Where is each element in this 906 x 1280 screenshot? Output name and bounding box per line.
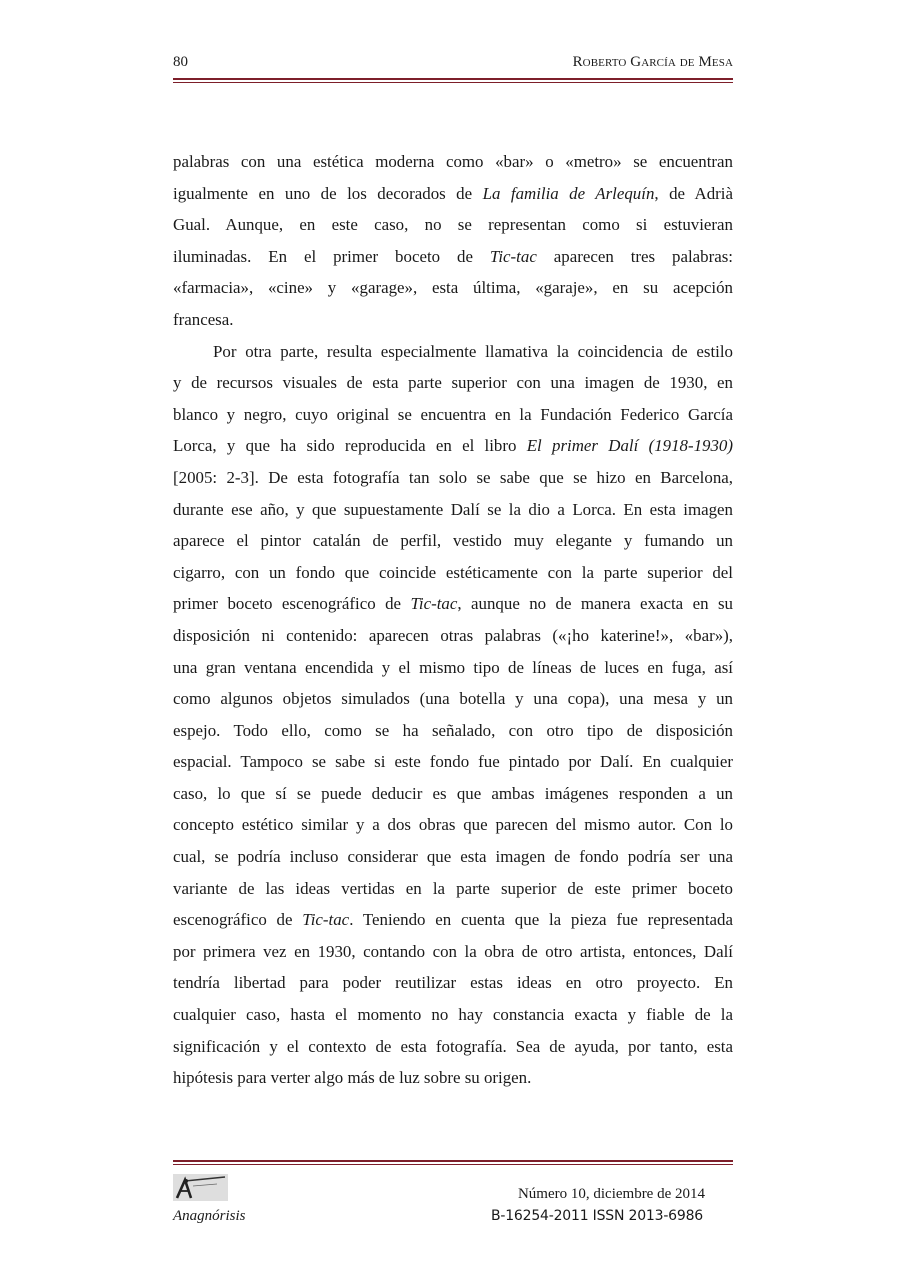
text-line: [2005: 2-3]. De esta fotografía tan solo se sabe que se hizo en Barcelona,	[173, 467, 733, 487]
page-number: 80	[173, 54, 188, 70]
italic-title: Tic-tac	[302, 910, 350, 930]
text-line: aparece el pintor catalán de perfil, vestido muy elegante y fumando un	[173, 531, 733, 551]
text-line: espejo. Todo ello, como se ha señalado, con otro tipo de disposición	[173, 720, 733, 740]
isbn-issn: B-16254-2011 ISSN 2013-6986	[490, 1208, 703, 1224]
text-line: como algunos objetos simulados (una botella y una copa), una mesa y un	[173, 689, 733, 709]
text-line: iluminadas. En el primer boceto de Tic-tac aparecen tres palabras:	[173, 246, 733, 266]
text-line: cual, se podría incluso considerar que esta imagen de fondo podría ser una	[173, 847, 733, 867]
text-line: Lorca, y que ha sido reproducida en el libro El primer Dalí (1918-1930)	[173, 436, 734, 456]
text-line: durante ese año, y que supuestamente Dalí se la dio a Lorca. En esta imagen	[173, 499, 733, 519]
text-line: disposición ni contenido: aparecen otras palabras («¡ho katerine!», «bar»),	[173, 625, 733, 645]
text-line: primer boceto escenográfico de Tic-tac, aunque no de manera exacta en su	[173, 594, 733, 614]
text-line: concepto estético similar y a dos obras que parecen del mismo autor. Con lo	[173, 815, 733, 835]
journal-name: Anagnórisis	[173, 1208, 246, 1224]
text-line: variante de las ideas vertidas en la parte superior de este primer boceto	[173, 878, 733, 898]
page-footer	[173, 1160, 733, 1230]
footer-rule	[173, 1160, 733, 1165]
anagnorisis-logo-icon	[173, 1174, 228, 1201]
page-header	[173, 52, 733, 82]
header-rule	[173, 78, 733, 83]
text-line: hipótesis para verter algo más de luz sobre su origen.	[173, 1068, 532, 1088]
running-header-author: Roberto García de Mesa	[572, 54, 733, 70]
text-line: tendría libertad para poder reutilizar estas ideas en otro proyecto. En	[173, 973, 733, 993]
italic-title: El primer Dalí (1918-1930)	[526, 436, 734, 456]
text-line: palabras con una estética moderna como «bar» o «metro» se encuentran	[173, 152, 733, 171]
text-line: escenográfico de Tic-tac. Teniendo en cuenta que la pieza fue representada	[173, 910, 733, 930]
text-line: «farmacia», «cine» y «garage», esta última, «garaje», en su acepción	[173, 278, 733, 298]
text-line: cualquier caso, hasta el momento no hay constancia exacta y fiable de la	[173, 1005, 733, 1025]
text-line: significación y el contexto de esta fotografía. Sea de ayuda, por tanto, esta	[173, 1036, 733, 1056]
italic-title: La familia de Arlequín	[482, 183, 655, 203]
text-line: Por otra parte, resulta especialmente llamativa la coincidencia de estilo	[213, 341, 733, 361]
text-line: y de recursos visuales de esta parte superior con una imagen de 1930, en	[173, 373, 733, 393]
text-line: blanco y negro, cuyo original se encuentra en la Fundación Federico García	[173, 404, 733, 424]
text-line: caso, lo que sí se puede deducir es que ambas imágenes responden a un	[173, 783, 733, 803]
text-line: una gran ventana encendida y el mismo tipo de líneas de luces en fuga, así	[173, 657, 733, 677]
body-text	[173, 146, 733, 1094]
text-line: francesa.	[173, 309, 234, 329]
text-line: espacial. Tampoco se sabe si este fondo fue pintado por Dalí. En cualquier	[173, 752, 733, 772]
text-line: Gual. Aunque, en este caso, no se representan como si estuvieran	[173, 215, 733, 235]
text-line: por primera vez en 1930, contando con la obra de otro artista, entonces, Dalí	[173, 941, 733, 961]
italic-title: Tic-tac	[489, 246, 537, 266]
italic-title: Tic-tac	[410, 594, 458, 614]
issue-info: Número 10, diciembre de 2014	[517, 1186, 705, 1202]
text-line: igualmente en uno de los decorados de La familia de Arlequín, de Adrià	[173, 183, 733, 203]
text-line: cigarro, con un fondo que coincide estéticamente con la parte superior del	[173, 562, 733, 582]
